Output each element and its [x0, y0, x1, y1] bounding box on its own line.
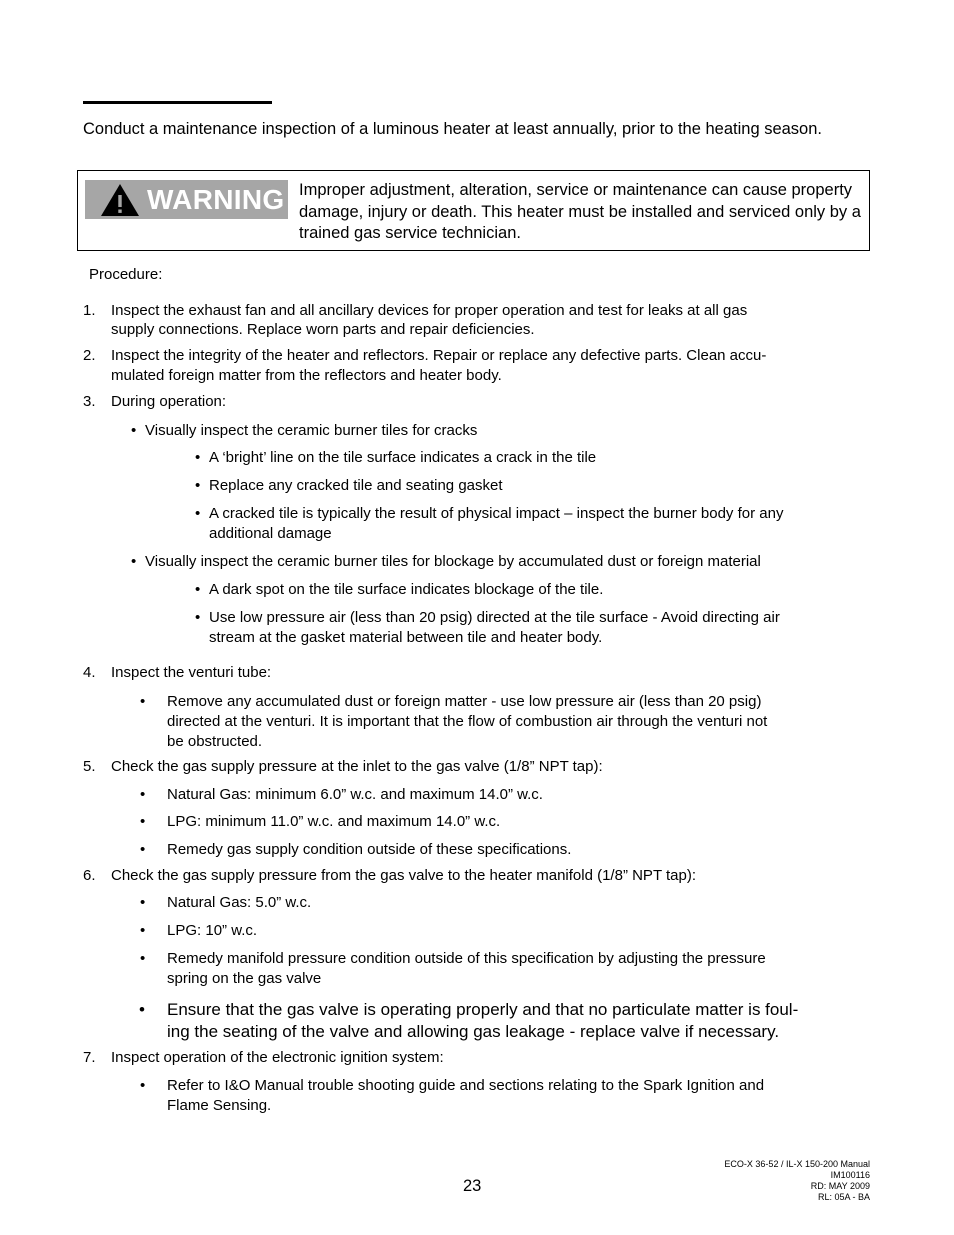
- step-4-bullet-line2: directed at the venturi. It is important that the flow of combustion air through the venturi not: [167, 713, 768, 730]
- step-1-line1: Inspect the exhaust fan and all ancillary devices for proper operation and test for leaks at all gas: [111, 302, 748, 319]
- bullet-icon: •: [131, 553, 137, 570]
- bullet-icon: •: [140, 786, 146, 803]
- bullet-icon: •: [195, 505, 201, 522]
- step-5-bullet-3: Remedy gas supply condition outside of these specifications.: [167, 841, 572, 858]
- page-number: 23: [463, 1177, 482, 1195]
- warning-label: WARNING: [147, 184, 285, 215]
- step-4-bullet-line1: Remove any accumulated dust or foreign matter - use low pressure air (less than 20 psig): [167, 693, 762, 710]
- step-5-bullet-1: Natural Gas: minimum 6.0” w.c. and maximum 14.0” w.c.: [167, 786, 543, 803]
- footer-release-date: RD: MAY 2009: [810, 1181, 870, 1191]
- footer-doc-info: [700, 1159, 870, 1203]
- step-number: 5.: [83, 758, 96, 775]
- step-6-bullet-1: Natural Gas: 5.0” w.c.: [167, 894, 312, 911]
- step-5-bullet-2: LPG: minimum 11.0” w.c. and maximum 14.0” w.c.: [167, 813, 501, 830]
- step-number: 2.: [83, 347, 96, 364]
- step-3-subbullet-2a: A dark spot on the tile surface indicates blockage of the tile.: [209, 581, 604, 598]
- step-3-subbullet-1c-line1: A cracked tile is typically the result of physical impact – inspect the burner body for any: [209, 505, 784, 522]
- step-6-bullet-4-line2: ing the seating of the valve and allowing gas leakage - replace valve if necessary.: [167, 1022, 780, 1041]
- bullet-icon: •: [139, 1000, 145, 1019]
- step-4-bullet-line3: be obstructed.: [167, 733, 263, 750]
- step-6-bullet-4-line1: Ensure that the gas valve is operating properly and that no particulate matter is foul-: [167, 1000, 799, 1019]
- bullet-icon: •: [140, 841, 146, 858]
- step-7-bullet-line2: Flame Sensing.: [167, 1097, 272, 1114]
- step-6-bullet-2: LPG: 10” w.c.: [167, 922, 258, 939]
- step-3-bullet-2: Visually inspect the ceramic burner tiles for blockage by accumulated dust or foreign material: [145, 553, 761, 570]
- step-number: 3.: [83, 393, 96, 410]
- step-3-bullet-1: Visually inspect the ceramic burner tiles for cracks: [145, 422, 478, 439]
- bullet-icon: •: [195, 581, 201, 598]
- step-5-text: Check the gas supply pressure at the inlet to the gas valve (1/8” NPT tap):: [111, 758, 603, 775]
- step-number: 4.: [83, 664, 96, 681]
- bullet-icon: •: [195, 477, 201, 494]
- step-7-bullet-line1: Refer to I&O Manual trouble shooting guide and sections relating to the Spark Ignition and: [167, 1077, 765, 1094]
- footer-revision: RL: 05A - BA: [817, 1192, 870, 1202]
- bullet-icon: •: [195, 609, 201, 626]
- step-2-line2: mulated foreign matter from the reflectors and heater body.: [111, 367, 502, 384]
- bullet-icon: •: [140, 1077, 146, 1094]
- step-number: 1.: [83, 302, 96, 319]
- step-3-subbullet-1b: Replace any cracked tile and seating gasket: [209, 477, 503, 494]
- bullet-icon: •: [131, 422, 137, 439]
- bullet-icon: •: [140, 894, 146, 911]
- step-6-bullet-3-line2: spring on the gas valve: [167, 970, 322, 987]
- step-6-bullet-3-line1: Remedy manifold pressure condition outside of this specification by adjusting the pressure: [167, 950, 766, 967]
- step-3-subbullet-1c-line2: additional damage: [209, 525, 332, 542]
- warning-triangle-icon: [99, 182, 141, 218]
- warning-text: Improper adjustment, alteration, service or maintenance can cause property damage, injury or death. This heater must be installed and serviced only by a trained gas service technician.: [299, 181, 861, 242]
- intro-paragraph: Conduct a maintenance inspection of a luminous heater at least annually, prior to the heating season.: [83, 120, 822, 138]
- step-2-line1: Inspect the integrity of the heater and reflectors. Repair or replace any defective parts. Clean accu-: [111, 347, 767, 364]
- step-number: 7.: [83, 1049, 96, 1066]
- step-3-text: During operation:: [111, 393, 227, 410]
- bullet-icon: •: [140, 693, 146, 710]
- step-6-text: Check the gas supply pressure from the gas valve to the heater manifold (1/8” NPT tap):: [111, 867, 697, 884]
- footer-doc-id: IM100116: [830, 1170, 870, 1180]
- step-7-text: Inspect operation of the electronic ignition system:: [111, 1049, 444, 1066]
- procedure-heading: Procedure:: [89, 266, 163, 283]
- step-number: 6.: [83, 867, 96, 884]
- bullet-icon: •: [140, 922, 146, 939]
- footer-manual-title: ECO-X 36-52 / IL-X 150-200 Manual: [724, 1159, 870, 1169]
- section-rule: [83, 101, 272, 104]
- step-4-text: Inspect the venturi tube:: [111, 664, 272, 681]
- bullet-icon: •: [140, 813, 146, 830]
- step-3-subbullet-2b-line1: Use low pressure air (less than 20 psig) directed at the tile surface - Avoid directing air: [209, 609, 780, 626]
- step-3-subbullet-1a: A ‘bright’ line on the tile surface indicates a crack in the tile: [209, 449, 597, 466]
- step-3-subbullet-2b-line2: stream at the gasket material between tile and heater body.: [209, 629, 603, 646]
- step-1-line2: supply connections. Replace worn parts and repair deficiencies.: [111, 321, 535, 338]
- bullet-icon: •: [195, 449, 201, 466]
- bullet-icon: •: [140, 950, 146, 967]
